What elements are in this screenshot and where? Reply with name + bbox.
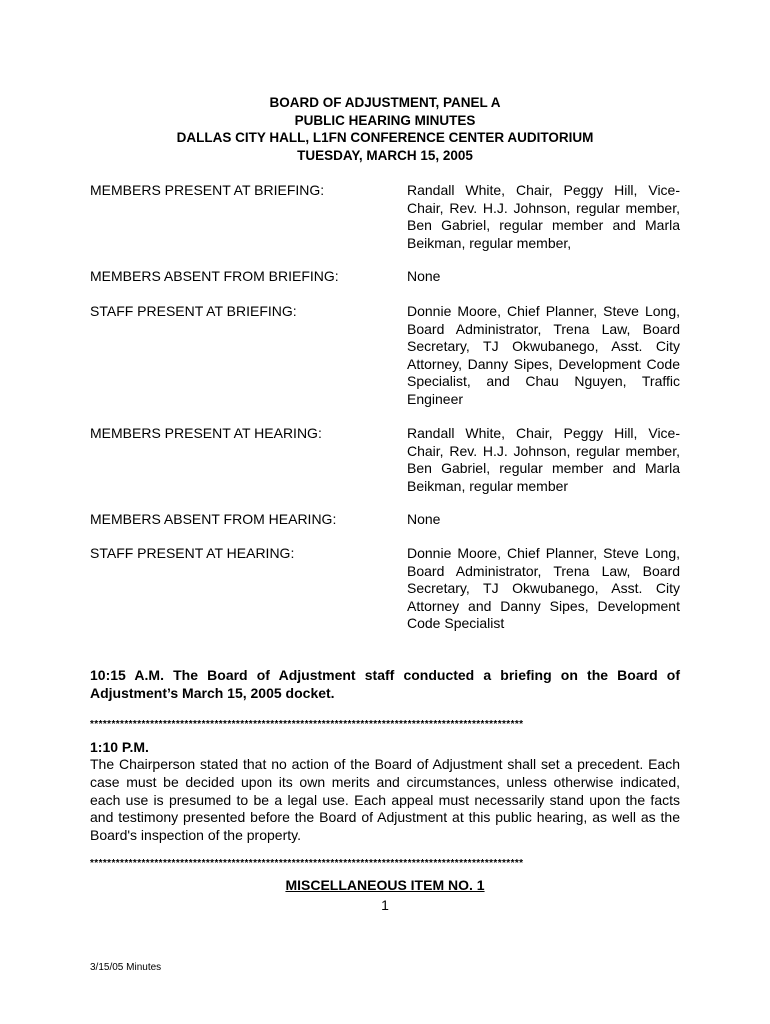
briefing-statement: 10:15 A.M. The Board of Adjustment staff conducted a briefing on the Board of Adjustment’s March 15, 2005 docket. [90, 667, 680, 701]
header-title: BOARD OF ADJUSTMENT, PANEL A [269, 95, 501, 110]
hearing-paragraph: The Chairperson stated that no action of the Board of Adjustment shall set a precedent. Each case must be decided upon its own merits and circumstances, unless otherwise indicated, each use is presumed to be a legal use. Each appeal must necessarily stand upon the facts and testimony presented before the Board of Adjustment at this public hearing, as well as the Board's inspection of the property. [90, 756, 680, 844]
header-date: TUESDAY, MARCH 15, 2005 [297, 147, 473, 163]
hearing-time: 1:10 P.M. [90, 739, 149, 755]
page-footer: 3/15/05 Minutes [90, 962, 162, 973]
attendance-value: Donnie Moore, Chief Planner, Steve Long, Board Administrator, Trena Law, Board Secretary, TJ Okwubanego, Asst. City Attorney and Danny Sipes, Development Code Specialist [407, 545, 680, 631]
attendance-label: MEMBERS PRESENT AT HEARING: [90, 425, 322, 441]
separator-line: ***************************************************************************************************** [90, 858, 524, 869]
attendance-label: MEMBERS ABSENT FROM HEARING: [90, 511, 337, 527]
attendance-value: None [407, 268, 441, 284]
misc-item-heading [90, 876, 680, 894]
page-number: 1 [381, 897, 389, 913]
header-location: DALLAS CITY HALL, L1FN CONFERENCE CENTER AUDITORIUM [176, 130, 594, 145]
attendance-label: STAFF PRESENT AT HEARING: [90, 545, 295, 561]
header-subtitle: PUBLIC HEARING MINUTES [294, 112, 476, 128]
attendance-label: MEMBERS PRESENT AT BRIEFING: [90, 182, 325, 198]
separator-line: ***************************************************************************************************** [90, 719, 524, 730]
attendance-value: None [407, 511, 441, 527]
document-header [90, 94, 680, 164]
attendance-value: Randall White, Chair, Peggy Hill, Vice-Chair, Rev. H.J. Johnson, regular member, Ben Gabriel, regular member and Marla Beikman, regular member, [407, 182, 680, 251]
misc-item-title: MISCELLANEOUS ITEM NO. 1 [285, 877, 485, 893]
attendance-value: Randall White, Chair, Peggy Hill, Vice-Chair, Rev. H.J. Johnson, regular member, Ben Gabriel, regular member and Marla Beikman, regular member [407, 425, 680, 494]
attendance-label: MEMBERS ABSENT FROM BRIEFING: [90, 268, 339, 284]
attendance-value: Donnie Moore, Chief Planner, Steve Long, Board Administrator, Trena Law, Board Secretary, TJ Okwubanego, Asst. City Attorney, Danny Sipes, Development Code Specialist, and Chau Nguyen, Traffic Engineer [407, 303, 680, 407]
attendance-label: STAFF PRESENT AT BRIEFING: [90, 303, 297, 319]
